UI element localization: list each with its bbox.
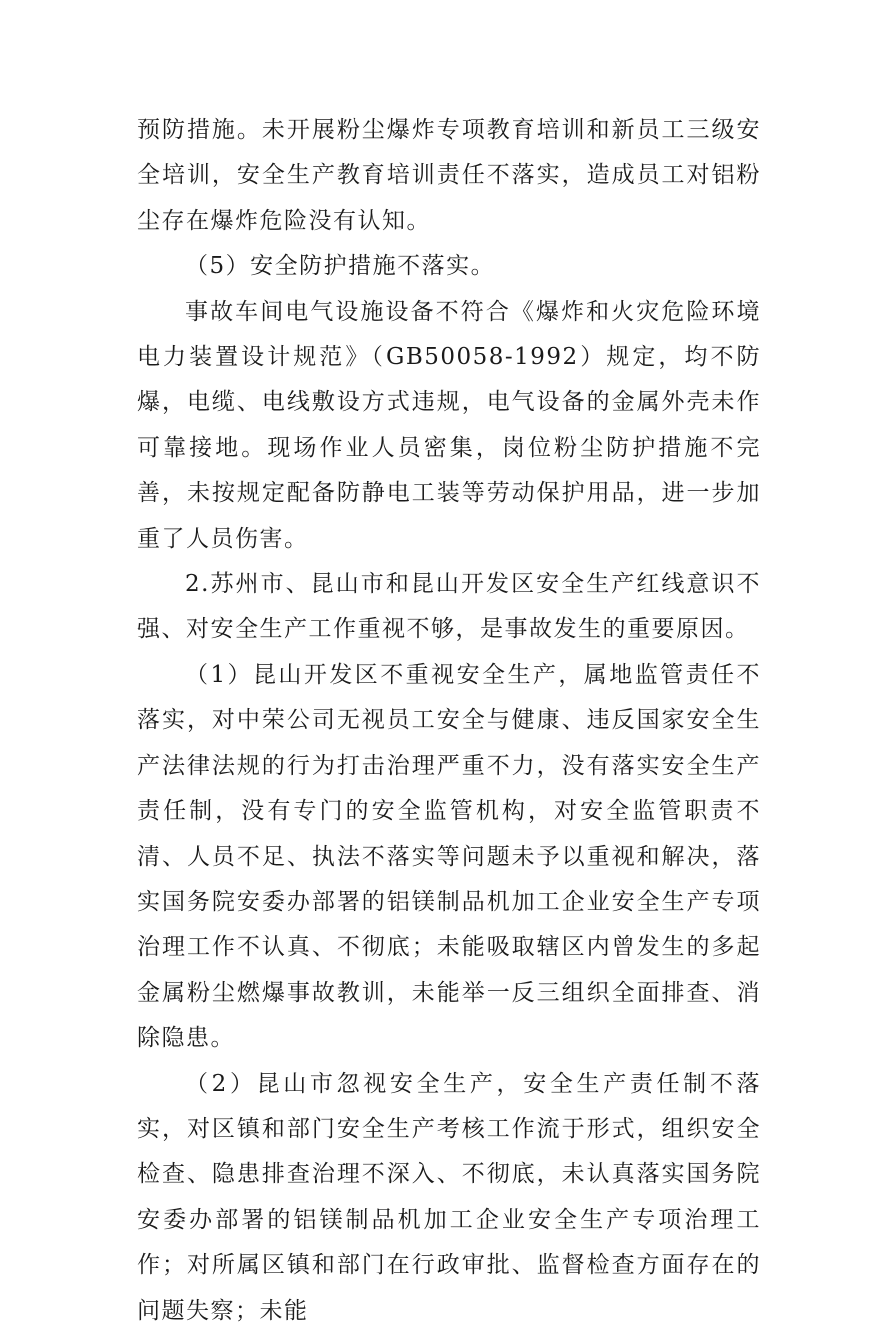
paragraph-kunshan-city: （2）昆山市忽视安全生产，安全生产责任制不落实，对区镇和部门安全生产考核工作流于形式，组织安全检查、隐患排查治理不深入、不彻底，未认真落实国务院安委办部署的铝镁制品机加工企业安全生产专项治理工作；对所属区镇和部门在行政审批、监督检查方面存在的问题失察；未能 [137,1070,761,1324]
paragraph-heading-protection: （5）安全防护措施不落实。 [185,253,496,280]
paragraph-electrical-facilities: 事故车间电气设施设备不符合《爆炸和火灾危险环境电力装置设计规范》（GB50058-1992）规定，均不防爆，电缆、电线敷设方式违规，电气设备的金属外壳未作可靠接地。现场作业人员密集，岗位粉尘防护措施不完善，未按规定配备防静电工装等劳动保护用品，进一步加重了人员伤害。 [137,298,761,552]
paragraph-prevention-measures: 预防措施。未开展粉尘爆炸专项教育培训和新员工三级安全培训，安全生产教育培训责任不落实，造成员工对铝粉尘存在爆炸危险没有认知。 [137,117,761,234]
paragraph-kunshan-dev-zone: （1）昆山开发区不重视安全生产，属地监管责任不落实，对中荣公司无视员工安全与健康、违反国家安全生产法律法规的行为打击治理严重不力，没有落实安全生产责任制，没有专门的安全监管机构，对安全监管职责不清、人员不足、执法不落实等问题未予以重视和解决，落实国务院安委办部署的铝镁制品机加工企业安全生产专项治理工作不认真、不彻底；未能吸取辖区内曾发生的多起金属粉尘燃爆事故教训，未能举一反三组织全面排查、消除隐患。 [137,661,761,1052]
paragraph-section-2: 2.苏州市、昆山市和昆山开发区安全生产红线意识不强、对安全生产工作重视不够，是事故发生的重要原因。 [137,571,761,643]
document-body [137,108,761,1334]
